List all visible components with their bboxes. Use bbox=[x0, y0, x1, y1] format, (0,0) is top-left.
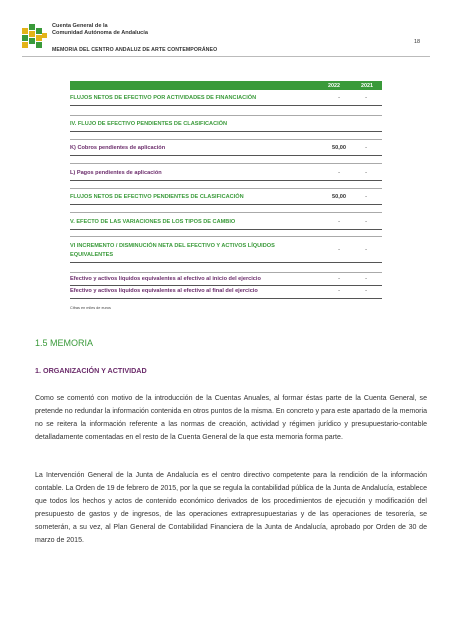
junta-andalucia-logo bbox=[22, 24, 48, 50]
table-divider bbox=[70, 285, 382, 286]
row-label: IV. FLUJO DE EFECTIVO PENDIENTES DE CLASIFICACIÓN bbox=[70, 121, 228, 127]
header-org-line1: Cuenta General de la bbox=[52, 23, 108, 29]
table-divider bbox=[70, 212, 382, 213]
table-divider bbox=[70, 204, 382, 205]
row-label: V. EFECTO DE LAS VARIACIONES DE LOS TIPOS DE CAMBIO bbox=[70, 219, 236, 225]
value-2021: - bbox=[365, 288, 367, 294]
table-divider bbox=[70, 298, 382, 299]
value-2021: - bbox=[365, 95, 367, 101]
value-2022: - bbox=[338, 219, 340, 225]
row-label: Efectivo y activos líquidos equivalentes al efectivo al inicio del ejercicio bbox=[70, 276, 261, 282]
header-divider bbox=[22, 56, 430, 57]
header-organization bbox=[52, 23, 148, 36]
table-divider bbox=[70, 115, 382, 116]
year-2021-header: 2021 bbox=[361, 82, 373, 89]
table-divider bbox=[70, 262, 382, 263]
value-2022: - bbox=[338, 276, 340, 282]
row-label-line2: EQUIVALENTES bbox=[70, 252, 114, 258]
row-label: FLUJOS NETOS DE EFECTIVO PENDIENTES DE CLASIFICACIÓN bbox=[70, 194, 244, 200]
table-divider bbox=[70, 272, 382, 273]
table-year-header bbox=[70, 81, 382, 90]
table-divider bbox=[70, 188, 382, 189]
value-2022: - bbox=[338, 247, 340, 253]
table-divider bbox=[70, 155, 382, 156]
header-report-title: MEMORIA DEL CENTRO ANDALUZ DE ARTE CONTEMPORÁNEO bbox=[52, 47, 218, 53]
paragraph: Como se comentó con motivo de la introducción de la Cuentas Anuales, al formar éstas parte de la Cuenta General, se pretende no redundar la información contenida en otros puntos de la misma. En concreto y para este apartado de la memoria no se reitera la información referente a las normas de creación, actividad y régimen jurídico y presupuestario-contable detalladamente comentadas en el resto de la Cuenta General de la que esta memoria forma parte. bbox=[35, 395, 427, 441]
table-row bbox=[70, 242, 382, 260]
row-label: K) Cobros pendientes de aplicación bbox=[70, 145, 166, 151]
value-2022: 50,00 bbox=[332, 194, 346, 200]
value-2021: - bbox=[365, 145, 367, 151]
value-2021: - bbox=[365, 170, 367, 176]
table-note: Cifras en miles de euros bbox=[70, 306, 111, 310]
value-2021: - bbox=[365, 194, 367, 200]
header-org-line2: Comunidad Autónoma de Andalucía bbox=[52, 29, 148, 36]
table-divider bbox=[70, 131, 382, 132]
value-2021: - bbox=[365, 219, 367, 225]
table-divider bbox=[70, 180, 382, 181]
row-label: L) Pagos pendientes de aplicación bbox=[70, 170, 162, 176]
table-divider bbox=[70, 229, 382, 230]
year-2022-header: 2022 bbox=[328, 82, 340, 89]
row-label-line1: VI INCREMENTO / DISMINUCIÓN NETA DEL EFECTIVO Y ACTIVOS LÍQUIDOS bbox=[70, 243, 275, 249]
value-2022: 50,00 bbox=[332, 145, 346, 151]
table-divider bbox=[70, 163, 382, 164]
row-label: FLUJOS NETOS DE EFECTIVO POR ACTIVIDADES DE FINANCIACIÓN bbox=[70, 95, 257, 101]
subsection-title: 1. ORGANIZACIÓN Y ACTIVIDAD bbox=[35, 366, 147, 375]
page-number: 18 bbox=[414, 39, 421, 45]
table-divider bbox=[70, 139, 382, 140]
section-title: 1.5 MEMORIA bbox=[35, 338, 94, 348]
value-2022: - bbox=[338, 288, 340, 294]
paragraph: La Intervención General de la Junta de Andalucía es el centro directivo competente para la rendición de la información contable. La Orden de 19 de febrero de 2015, por la que se regula la contabilidad pública de la Junta de Andalucía, establece que todos los hechos y actos de contenido económico derivados de los procedimientos de ejecución y modificación del presupuesto de gastos y de ingresos, de las operaciones extrapresupuestarias y de las operaciones de tesorería, se someterán, a su vez, al Plan General de Contabilidad Financiera de la Junta de Andalucía, aprobado por Orden de 30 de marzo de 2015. bbox=[35, 472, 427, 544]
table-divider bbox=[70, 105, 382, 106]
value-2022: - bbox=[338, 95, 340, 101]
table-divider bbox=[70, 236, 382, 237]
value-2021: - bbox=[365, 247, 367, 253]
row-label: Efectivo y activos líquidos equivalentes al efectivo al final del ejercicio bbox=[70, 288, 258, 294]
value-2021: - bbox=[365, 276, 367, 282]
value-2022: - bbox=[338, 170, 340, 176]
